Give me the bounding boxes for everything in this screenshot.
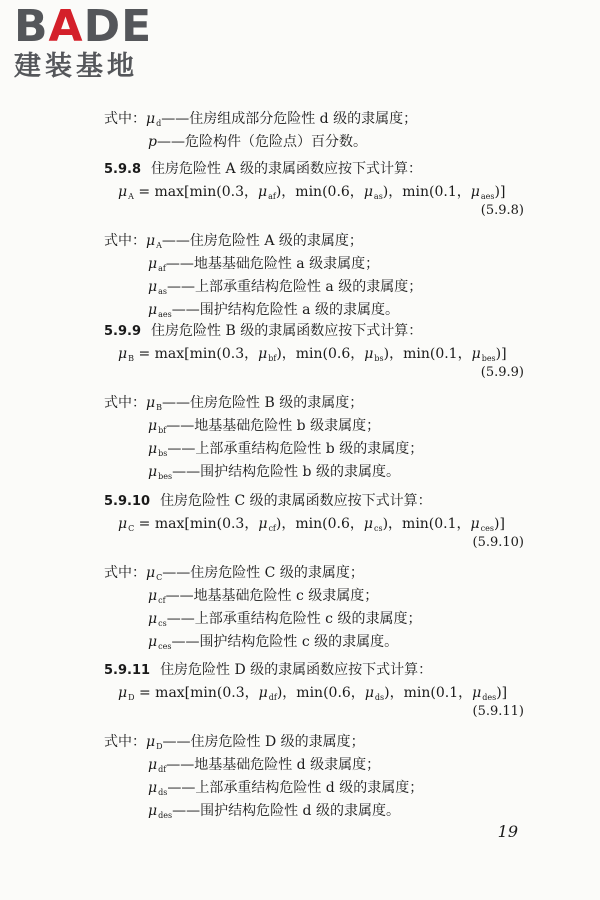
formula-text: )] [495,346,507,362]
mu-subscript: as [373,192,383,201]
mu-subscript: bf [268,354,277,363]
mu-symbol: $\mu_{ces}$ [470,516,494,533]
equation-number: (5.9.8) [480,203,524,218]
mu-symbol: $\mu_{as}$ [363,184,383,201]
formula-text: = max[min(0.3， [134,516,259,532]
intro-def-mu-d: 式中：$\mu_d——$住房组成部分危险性 d 级的隶属度； [104,111,418,128]
symbol-definition [148,608,421,628]
mu-subscript: aes [480,192,495,201]
definition-text: ——上部承重结构危险性 d 级的隶属度； [167,780,424,796]
mu-symbol: $\mu_{df}$ [258,685,277,702]
symbol-definition [104,392,363,412]
logo-wordmark: BADE [14,1,153,52]
mu-subscript: A [128,192,134,201]
mu-subscript: cs [373,524,383,533]
where-label: 式中： [104,565,146,581]
mu-symbol: $\mu_C$ [146,565,163,582]
clause-number: 5.9.9 [104,324,142,339]
mu-symbol: $\mu_{des}$ [148,803,173,820]
definition-text: ——地基基础危险性 d 级隶属度； [166,757,381,773]
clause-number: 5.9.11 [104,663,151,678]
formula-text: )，min(0.6， [275,184,364,200]
clause-heading [104,659,432,679]
mu-symbol: $\mu_B$ [146,395,162,412]
symbol-definition [104,731,365,751]
formula-text: )] [496,685,508,701]
mu-subscript: D [128,693,135,702]
where-label: 式中： [104,395,146,411]
mu-subscript: B [128,354,134,363]
mu-symbol: $\mu_{ds}$ [364,685,385,702]
brand-logo [14,1,194,82]
formula-text: = max[min(0.3， [134,346,259,362]
mu-subscript: ds [374,693,385,702]
mu-symbol: $\mu_{as}$ [148,279,167,296]
mu-subscript: A [156,241,162,250]
mu-subscript: B [156,403,162,412]
mu-symbol: $\mu_{cf}$ [148,588,166,605]
mu-subscript: bs [374,354,384,363]
clause-number: 5.9.10 [104,494,151,509]
definition-text: ——围护结构危险性 a 级的隶属度。 [171,302,399,318]
symbol-definition [148,415,380,435]
mu-symbol: $\mu_{cs}$ [363,516,383,533]
clause-title: 住房危险性 D 级的隶属函数应按下式计算： [160,662,433,678]
mu-subscript: bf [158,426,167,435]
symbol-definition [148,800,400,820]
clause-title: 住房危险性 C 级的隶属函数应按下式计算： [160,493,432,509]
mu-symbol: $\mu_{aes}$ [148,302,172,319]
mu-symbol: $\mu_{aes}$ [470,184,495,201]
mu-symbol: $\mu_A$ [146,233,162,250]
definition-text: ——围护结构危险性 b 级的隶属度。 [172,464,400,480]
formula-text: )，min(0.1， [384,685,473,701]
mu-subscript: df [268,693,277,702]
mu-subscript: ces [480,524,494,533]
definition-text: ——上部承重结构危险性 b 级的隶属度； [167,441,424,457]
formula-text: )，min(0.6， [276,685,365,701]
symbol-definition [148,631,398,651]
page-number: 19 [497,822,518,841]
mu-subscript: bs [158,449,168,458]
formula-text: = max[min(0.3， [133,184,258,200]
mu-symbol: $\mu_B$ [118,346,134,363]
formula-text: )，min(0.6， [275,516,364,532]
clause-title: 住房危险性 B 级的隶属函数应按下式计算： [151,323,423,339]
mu-symbol: $\mu_D$ [146,734,163,751]
mu-subscript: ds [158,788,168,797]
formula-text: )，min(0.6， [276,346,365,362]
where-label: 式中： [104,233,146,249]
definition-text: ——住房危险性 D 级的隶属度； [162,734,365,750]
mu-symbol: $\mu_{des}$ [472,685,497,702]
equation-number: (5.9.11) [472,704,524,719]
definition-text: ——住房危险性 C 级的隶属度； [162,565,364,581]
mu-symbol: $\mu_A$ [118,184,134,201]
symbol-definition [148,438,423,458]
clause-heading [104,320,422,340]
formula [118,343,507,363]
formula-text: )] [493,516,505,532]
formula-text: )，min(0.1， [382,184,471,200]
logo-subtitle: 建装基地 [14,51,138,82]
mu-subscript: af [158,264,166,273]
symbol-definition [104,562,364,582]
definition-text: ——地基基础危险性 a 级隶属度； [165,256,380,272]
mu-subscript: bes [158,472,173,481]
mu-symbol: $\mu_C$ [118,516,135,533]
definition-text: ——围护结构危险性 d 级的隶属度。 [172,803,400,819]
mu-symbol: $\mu_{bs}$ [148,441,168,458]
clause-number: 5.9.8 [104,162,142,177]
formula-text: )] [494,184,506,200]
mu-symbol: $\mu_{af}$ [258,184,276,201]
formula-text: = max[min(0.3， [134,685,259,701]
where-label: 式中： [104,734,146,750]
mu-subscript: C [156,573,163,582]
mu-subscript: bes [481,354,496,363]
mu-subscript: cf [268,524,276,533]
mu-subscript: cs [158,619,167,628]
definition-text: ——地基基础危险性 c 级隶属度； [165,588,379,604]
symbol-definition [148,299,399,319]
formula [118,682,507,702]
clause-heading [104,158,422,178]
mu-symbol: $\mu_{cf}$ [258,516,276,533]
symbol-definition [148,777,423,797]
mu-subscript: aes [158,310,172,319]
mu-symbol: $\mu_{bes}$ [148,464,173,481]
mu-symbol: $\mu_{bf}$ [258,346,277,363]
definition-text: ——住房危险性 A 级的隶属度； [161,233,363,249]
symbol-definition [148,253,379,273]
intro-def-p: p——危险构件（危险点）百分数。 [148,134,367,150]
mu-symbol: $\mu_{df}$ [148,757,167,774]
clause-title: 住房危险性 A 级的隶属函数应按下式计算： [151,161,423,177]
equation-number: (5.9.10) [472,535,524,550]
mu-subscript: D [156,742,163,751]
symbol-definition [148,585,378,605]
formula-text: )，min(0.1， [383,346,472,362]
formula-text: )，min(0.1， [382,516,471,532]
mu-subscript: af [268,192,276,201]
mu-symbol: $\mu_{af}$ [148,256,166,273]
mu-subscript: cf [158,596,166,605]
mu-symbol: $\mu_{bs}$ [364,346,384,363]
mu-symbol: $\mu_{bf}$ [148,418,167,435]
mu-symbol: $\mu_{ds}$ [148,780,168,797]
mu-subscript: as [158,287,167,296]
mu-subscript: df [158,765,167,774]
mu-subscript: ces [158,642,172,651]
mu-subscript: des [158,811,173,820]
definition-text: ——围护结构危险性 c 级的隶属度。 [171,634,399,650]
symbol-definition [148,754,380,774]
definition-text: ——地基基础危险性 b 级隶属度； [166,418,381,434]
mu-subscript: des [482,693,497,702]
formula [118,181,505,201]
mu-symbol: $\mu_{cs}$ [148,611,167,628]
formula [118,513,505,533]
definition-text: ——住房危险性 B 级的隶属度； [162,395,364,411]
equation-number: (5.9.9) [480,365,524,380]
mu-symbol: $\mu_{ces}$ [148,634,172,651]
mu-symbol: $\mu_{bes}$ [471,346,496,363]
mu-subscript: C [128,524,135,533]
mu-symbol: $\mu_D$ [118,685,135,702]
symbol-definition [148,461,400,481]
definition-text: ——上部承重结构危险性 c 级的隶属度； [166,611,422,627]
definition-text: ——上部承重结构危险性 a 级的隶属度； [166,279,423,295]
symbol-definition [104,230,363,250]
clause-heading [104,490,432,510]
symbol-definition [148,276,422,296]
